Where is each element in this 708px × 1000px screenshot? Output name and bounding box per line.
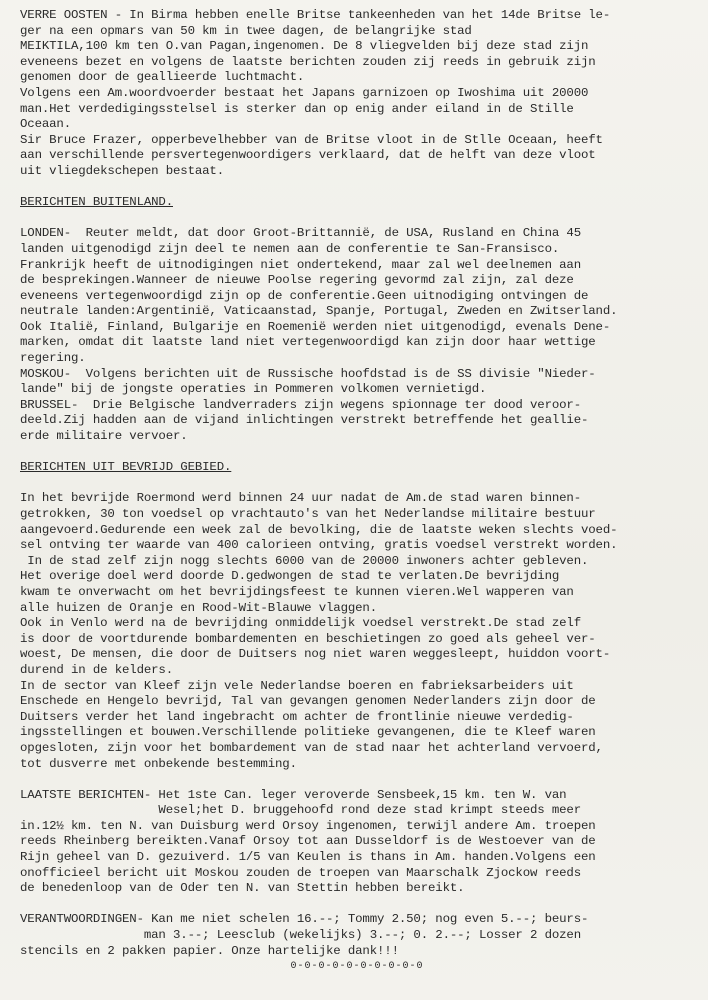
article-verre-oosten bbox=[20, 8, 694, 180]
text-line: MOSKOU- Volgens berichten uit de Russische hoofdstad is de SS divisie "Nieder- bbox=[20, 366, 596, 381]
text-line: kwam te onverwacht om het bevrijdingsfeest te kunnen vieren.Wel wapperen van bbox=[20, 584, 574, 599]
text-line: alle huizen de Oranje en Rood-Wit-Blauwe vlaggen. bbox=[20, 600, 377, 615]
text-line: durend in de kelders. bbox=[20, 662, 173, 677]
text-line: opgesloten, zijn voor het bombardement van de stad naar het achterland vervoerd, bbox=[20, 740, 603, 755]
text-line: Wesel;het D. bruggehoofd rond deze stad krimpt steeds meer bbox=[20, 803, 581, 818]
text-line: tot dusverre met onbekende bestemming. bbox=[20, 756, 297, 771]
section-heading-bevrijd-gebied: BERICHTEN UIT BEVRIJD GEBIED. bbox=[20, 460, 232, 475]
text-line: In de stad zelf zijn nogg slechts 6000 van de 20000 inwoners achter gebleven. bbox=[20, 553, 589, 568]
text-line: BRUSSEL- Drie Belgische landverraders zijn wegens spionnage ter dood veroor- bbox=[20, 397, 581, 412]
text-line: man 3.--; Leesclub (wekelijks) 3.--; 0. 2.--; Losser 2 dozen bbox=[20, 928, 581, 943]
text-line: sel ontving ter waarde van 400 calorieen ontving, gratis voedsel verstrekt worden. bbox=[20, 538, 618, 553]
text-line: de benedenloop van de Oder ten N. van Stettin hebben bereikt. bbox=[20, 881, 465, 896]
text-line: aangevoerd.Gedurende een week zal de bevolking, die de laatste weken slechts voed- bbox=[20, 522, 618, 537]
article-laatste-berichten bbox=[20, 788, 694, 897]
text-line: Ook in Venlo werd na de bevrijding onmiddelijk voedsel verstrekt.De stad zelf bbox=[20, 616, 581, 631]
text-line: Ook Italië, Finland, Bulgarije en Roemenië werden niet uitgenodigd, evenals Dene- bbox=[20, 319, 611, 334]
text-line: Sir Bruce Frazer, opperbevelhebber van de Britse vloot in de Stlle Oceaan, heeft bbox=[20, 132, 603, 147]
text-line: Rijn geheel van D. gezuiverd. 1/5 van Keulen is thans in Am. handen.Volgens een bbox=[20, 850, 596, 865]
text-line: erde militaire vervoer. bbox=[20, 429, 188, 444]
text-line: Volgens een Am.woordvoerder bestaat het Japans garnizoen op Iwoshima uit 20000 bbox=[20, 85, 589, 100]
text-line: ingsstellingen et bouwen.Verschillende politieke gevangenen, die te Kleef waren bbox=[20, 725, 596, 740]
text-line: eveneens vertegenwoordigd zijn op de conferentie.Geen uitnodiging ontvingen de bbox=[20, 288, 589, 303]
closing-separator: 0-0-0-0-0-0-0-0-0-0 bbox=[290, 961, 424, 973]
text-line: Duitsers verder het land ingebracht om achter de frontlinie nieuwe verdedig- bbox=[20, 709, 574, 724]
text-line: neutrale landen:Argentinië, Vaticaanstad, Spanje, Portugal, Zweden en Zwitserland. bbox=[20, 304, 618, 319]
text-line: woest, De mensen, die door de Duitsers nog niet waren weggesleept, huiddon voort- bbox=[20, 647, 611, 662]
text-line: VERANTWOORDINGEN- Kan me niet schelen 16.--; Tommy 2.50; nog even 5.--; beurs- bbox=[20, 912, 589, 927]
text-line: Oceaan. bbox=[20, 117, 71, 132]
text-line: onofficieel bericht uit Moskou zouden de troepen van Maarschalk Zjockow reeds bbox=[20, 865, 581, 880]
text-line: LONDEN- Reuter meldt, dat door Groot-Brittannië, de USA, Rusland en China 45 bbox=[20, 226, 581, 241]
text-line: In de sector van Kleef zijn vele Nederlandse boeren en fabrieksarbeiders uit bbox=[20, 678, 574, 693]
text-line: landen uitgenodigd zijn deel te nemen aan de conferentie te San-Fransisco. bbox=[20, 241, 560, 256]
text-line: MEIKTILA,100 km ten O.van Pagan,ingenomen. De 8 vliegvelden bij deze stad zijn bbox=[20, 39, 589, 54]
text-line: lande" bij de jongste operaties in Pommeren volkomen vernietigd. bbox=[20, 382, 487, 397]
text-line: Enschede en Hengelo bevrijd, Tal van gevangen genomen Nederlanders zijn door de bbox=[20, 694, 596, 709]
text-line: stencils en 2 pakken papier. Onze hartelijke dank!!! bbox=[20, 943, 399, 958]
text-line: eveneens bezet en volgens de laatste berichten zouden zij reeds in gebruik zijn bbox=[20, 54, 596, 69]
text-line: uit vliegdekschepen bestaat. bbox=[20, 163, 224, 178]
text-line: reeds Rheinberg bereikten.Vanaf Orsoy tot aan Dusseldorf is de Westoever van de bbox=[20, 834, 596, 849]
text-line: In het bevrijde Roermond werd binnen 24 uur nadat de Am.de stad waren binnen- bbox=[20, 491, 581, 506]
text-line: is door de voortdurende bombardementen en beschietingen zo goed als geheel ver- bbox=[20, 631, 596, 646]
text-line: Frankrijk heeft de uitnodigingen niet ondertekend, maar zal wel deelnemen aan bbox=[20, 257, 581, 272]
article-bevrijd-gebied bbox=[20, 491, 694, 772]
text-line: Het overige doel werd doorde D.gedwongen de stad te verlaten.De bevrijding bbox=[20, 569, 560, 584]
text-line: ger na een opmars van 50 km in twee dagen, de belangrijke stad bbox=[20, 23, 472, 38]
text-line: marken, omdat dit laatste land niet vertegenwoordigd kan zijn door haar wettige bbox=[20, 335, 596, 350]
text-line: getrokken, 30 ton voedsel op vrachtauto's van het Nederlandse militaire bestuur bbox=[20, 507, 596, 521]
article-verantwoordingen bbox=[20, 912, 694, 959]
text-line: deeld.Zij hadden aan de vijand inlichtingen verstrekt betreffende het geallie- bbox=[20, 413, 589, 428]
text-line: genomen door de geallieerde luchtmacht. bbox=[20, 70, 305, 85]
section-heading-buitenland: BERICHTEN BUITENLAND. bbox=[20, 195, 173, 210]
text-line: aan verschillende persvertegenwoordigers verklaard, dat de helft van deze vloot bbox=[20, 148, 596, 163]
text-line: man.Het verdedigingsstelsel is sterker dan op enig ander eiland in de Stille bbox=[20, 101, 574, 116]
text-line: LAATSTE BERICHTEN- Het 1ste Can. leger veroverde Sensbeek,15 km. ten W. van bbox=[20, 787, 567, 802]
article-buitenland bbox=[20, 226, 694, 444]
text-line: regering. bbox=[20, 351, 86, 366]
text-line: VERRE OOSTEN - In Birma hebben enelle Britse tankeenheden van het 14de Britse le- bbox=[20, 8, 611, 22]
text-line: de besprekingen.Wanneer de nieuwe Poolse regering gevormd zal zijn, zal deze bbox=[20, 273, 574, 288]
text-line: in.12½ km. ten N. van Duisburg werd Orsoy ingenomen, terwijl andere Am. troepen bbox=[20, 818, 596, 833]
